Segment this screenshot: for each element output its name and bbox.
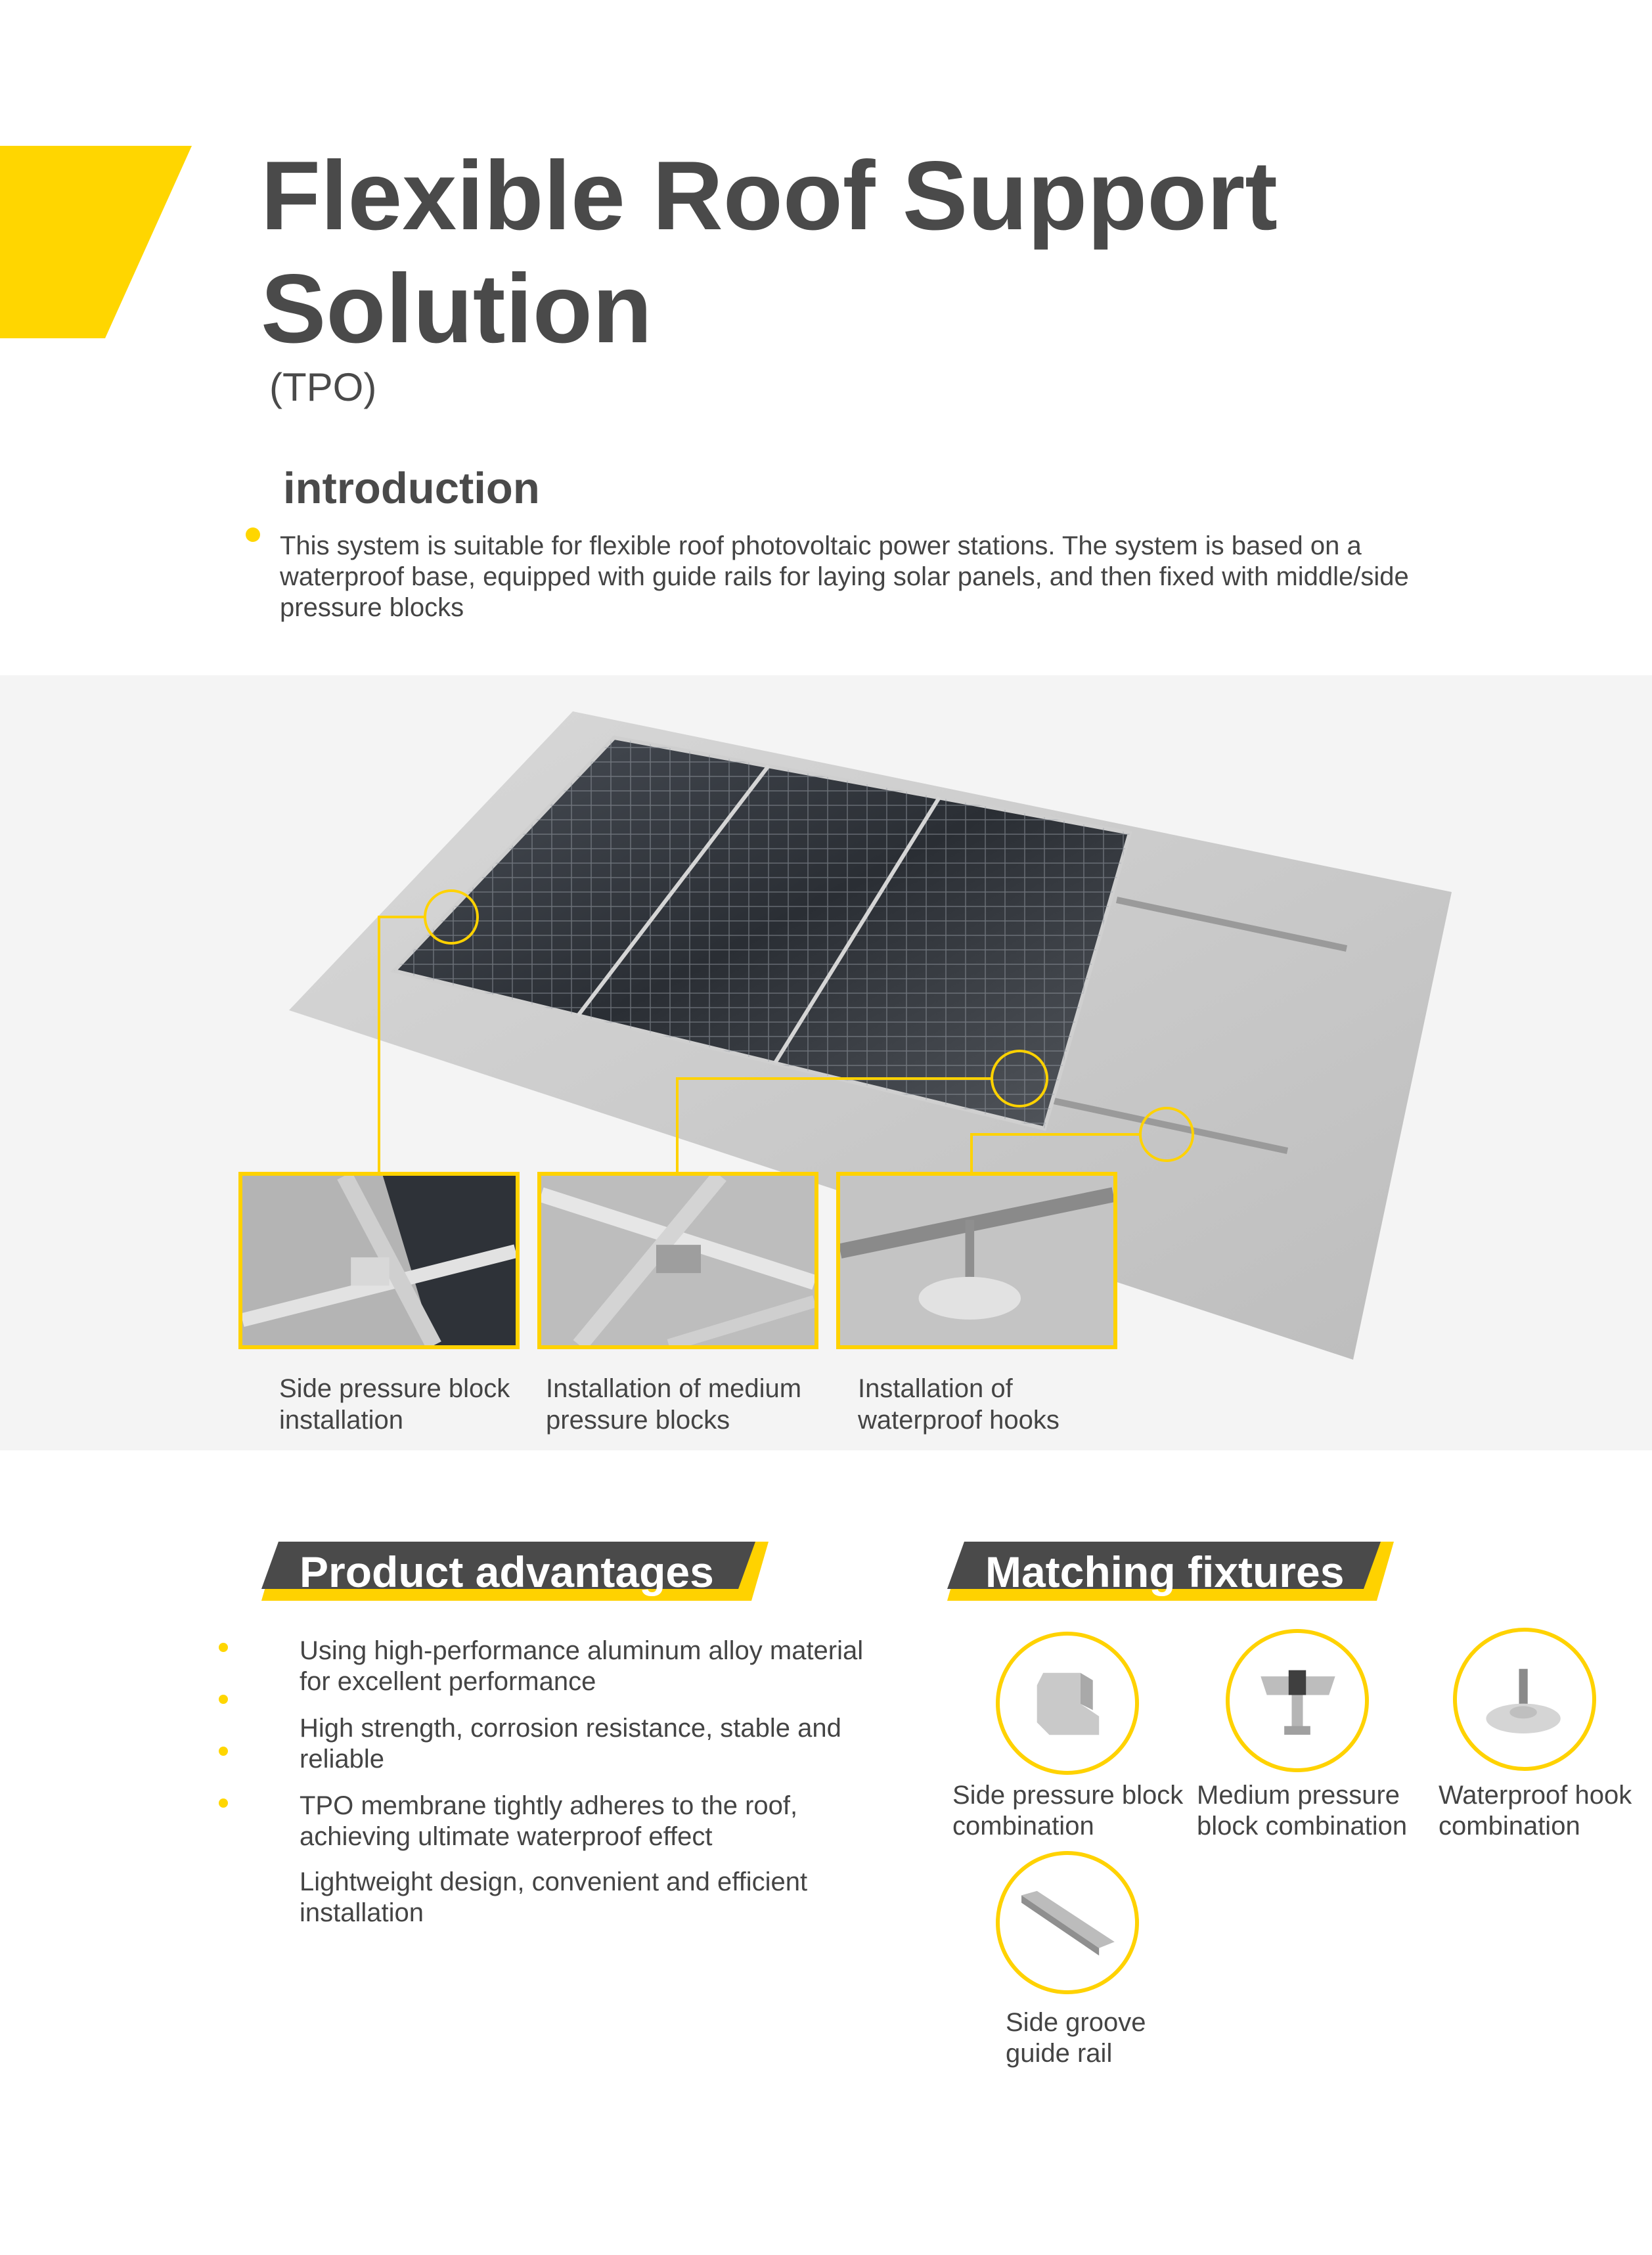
figure-caption: Side pressure block installation [279, 1374, 510, 1435]
figure-caption: Installation of medium pressure blocks [546, 1374, 802, 1435]
waterproof-hook-icon [1453, 1628, 1596, 1771]
matching-fixtures-heading: Matching fixtures [985, 1548, 1345, 1596]
advantage-item: Lightweight design, convenient and efficient installation [300, 1867, 808, 1927]
fixture-label: Waterproof hook combination [1439, 1781, 1632, 1841]
advantage-item: TPO membrane tightly adheres to the roof, achieving ultimate waterproof effect [300, 1791, 798, 1851]
medium-pressure-block-icon [1226, 1629, 1369, 1772]
introduction-text: This system is suitable for flexible roof photovoltaic power stations. The system is based on a waterproof base, equipped with guide rails for laying solar panels, and then fixed with middle/side pressure blocks [280, 531, 1409, 622]
side-pressure-block-icon [996, 1632, 1139, 1775]
bullet-dot [219, 1643, 228, 1652]
product-advantages-heading: Product advantages [300, 1548, 714, 1596]
side-pressure-block-photo [238, 1172, 520, 1349]
advantage-item: Using high-performance aluminum alloy material for excellent performance [300, 1636, 864, 1696]
page-subtitle: (TPO) [269, 365, 377, 409]
yellow-accent-tab [0, 146, 192, 338]
figure-caption: Installation of waterproof hooks [858, 1374, 1060, 1435]
guide-rail-icon [996, 1851, 1139, 1994]
advantage-item: High strength, corrosion resistance, stable and reliable [300, 1714, 841, 1774]
fixture-label: Side pressure block combination [952, 1781, 1184, 1841]
bullet-dot [246, 527, 260, 542]
introduction-heading: introduction [283, 464, 540, 513]
bullet-dot [219, 1798, 228, 1808]
waterproof-hook-photo [836, 1172, 1117, 1349]
medium-pressure-block-photo [537, 1172, 818, 1349]
fixture-label: Medium pressure block combination [1197, 1781, 1408, 1841]
bullet-dot [219, 1695, 228, 1704]
product-advantages-banner [261, 1542, 769, 1601]
matching-fixtures-banner [947, 1542, 1394, 1601]
page-title: Flexible Roof Support Solution [261, 141, 1278, 363]
fixture-label: Side groove guide rail [1006, 2008, 1146, 2068]
bullet-dot [219, 1747, 228, 1756]
